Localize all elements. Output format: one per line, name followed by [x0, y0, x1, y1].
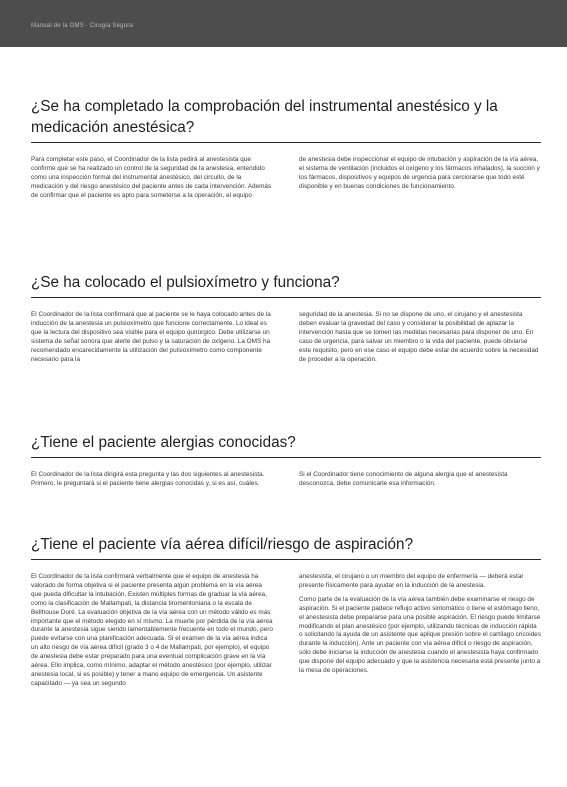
- paragraph: Para completar este paso, el Coordinador de la lista pedirá al anestesista que confirme que se ha realizado un control de la seguridad de la anestesia, entendido como una inspección formal del instrumental anestésico, del circuito, de la medicación y del riesgo anestésico del paciente antes de cada intervención. Además de confirmar que el paciente es apto para someterse a la operación, el equipo: [31, 156, 272, 199]
- section-pulse-oximeter: [31, 272, 541, 369]
- paragraph: Como parte de la evaluación de la vía aérea también debe examinarse el riesgo de aspiración. Si el paciente padece reflujo activo sintomático o tiene el estómago lleno, el anestesista debe prepararse para una posible aspiración. El riesgo puede limitarse modificando el plan anestésico (por ejemplo, utilizando técnicas de inducción rápida o solicitando la ayuda de un asistente que aplique presión sobre el cartílago cricoides durante la inducción). Ante un paciente con vía aérea difícil o riesgo de aspiración, sólo debe iniciarse la inducción de anestesia cuando el anestesista haya confirmado que dispone del equipo adecuado y que la asistencia necesaria está presente junto a la mesa de operaciones.: [299, 595, 541, 675]
- running-title: Manual de la OMS · Cirugía Segura: [31, 23, 133, 29]
- paragraph: seguridad de la anestesia. Si no se dispone de uno, el cirujano y el anestesista deben evaluar la gravedad del caso y considerar la posibilidad de aplazar la intervención hasta que se tomen las medidas necesarias para disponer de uno. En caso de urgencia, para salvar un miembro o la vida del paciente, puede obviarse este requisito, pero en ese caso el equipo debe estar de acuerdo sobre la necesidad de proceder a la operación.: [299, 311, 539, 363]
- left-column: [31, 311, 273, 369]
- paragraph: anestesista, el cirujano o un miembro del equipo de enfermería — deberá estar presente físicamente para ayudar en la inducción de la anestesia.: [299, 573, 524, 589]
- section-allergies: [31, 432, 541, 494]
- section-heading: ¿Tiene el paciente vía aérea difícil/riesgo de aspiración?: [31, 536, 414, 553]
- section-rule: [31, 559, 541, 560]
- section-rule: [31, 457, 541, 458]
- section-heading: ¿Se ha colocado el pulsioxímetro y funciona?: [31, 274, 340, 291]
- right-column: [299, 156, 541, 206]
- left-column: [31, 156, 273, 206]
- section-heading: ¿Tiene el paciente alergias conocidas?: [31, 434, 296, 451]
- right-column: [299, 573, 541, 694]
- paragraph: Si el Coordinador tiene conocimiento de alguna alergia que el anestesista desconozca, debe comunicarle esa información.: [299, 471, 508, 487]
- paragraph: El Coordinador de la lista dirigirá esta pregunta y las dos siguientes al anestesista. Primero, le preguntará si el paciente tiene alergias conocidas y, si es así, cuáles.: [31, 471, 265, 487]
- section-anesthesia-check: [31, 96, 541, 206]
- right-column: [299, 311, 541, 369]
- left-column: [31, 471, 273, 494]
- paragraph: El Coordinador de la lista confirmará que al paciente se le haya colocado antes de la inducción de la anestesia un pulsioxímetro que funcione correctamente. Lo ideal es que la lectura del dispositivo sea visible para el equipo quirúrgico. Debe utilizarse un sistema de señal sonora que alerte del pulso y la saturación de oxígeno. La OMS ha recomendado encarecidamente la utilización del pulsioxímetro como componente necesario para la: [31, 311, 271, 363]
- paragraph: El Coordinador de la lista confirmará verbalmente que el equipo de anestesia ha valorado de forma objetiva si el paciente presenta algún problema en la vía aérea que pueda dificultar la intubación. Existen múltiples formas de graduar la vía aérea, como la clasificación de Mallampati, la distancia tiromentoniana o la escala de Bellhouse Doré. La evaluación objetiva de la vía aérea con un método válido es más importante que el método elegido en sí mismo. La muerte por pérdida de la vía aérea durante la anestesia sigue siendo lamentablemente frecuente en todo el mundo, pero puede evitarse con una planificación adecuada. Si el examen de la vía aérea indica un alto riesgo de vía aérea difícil (grado 3 o 4 de Mallampati, por ejemplo), el equipo de anestesia debe estar preparado para una eventual complicación grave en la vía aérea. Ello implica, como mínimo, adaptar el método anestésico (por ejemplo, utilizar anestesia local, si es posible) y tener a mano equipo de emergencia. Un asistente capacitado — ya sea un segundo: [31, 573, 273, 687]
- paragraph: de anestesia debe inspeccionar el equipo de intubación y aspiración de la vía aérea, el sistema de ventilación (incluidos el oxígeno y los fármacos inhalados), la succión y los fármacos, dispositivos y equipos de urgencia para cerciorarse que todo esté disponible y en buenas condiciones de funcionamiento.: [299, 156, 540, 190]
- header-bar: [0, 0, 567, 47]
- right-column: [299, 471, 541, 494]
- section-rule: [31, 297, 541, 298]
- left-column: [31, 573, 273, 694]
- section-rule: [31, 142, 541, 143]
- section-airway: [31, 534, 541, 694]
- section-heading: ¿Se ha completado la comprobación del instrumental anestésico y la medicación anestésica?: [31, 98, 498, 136]
